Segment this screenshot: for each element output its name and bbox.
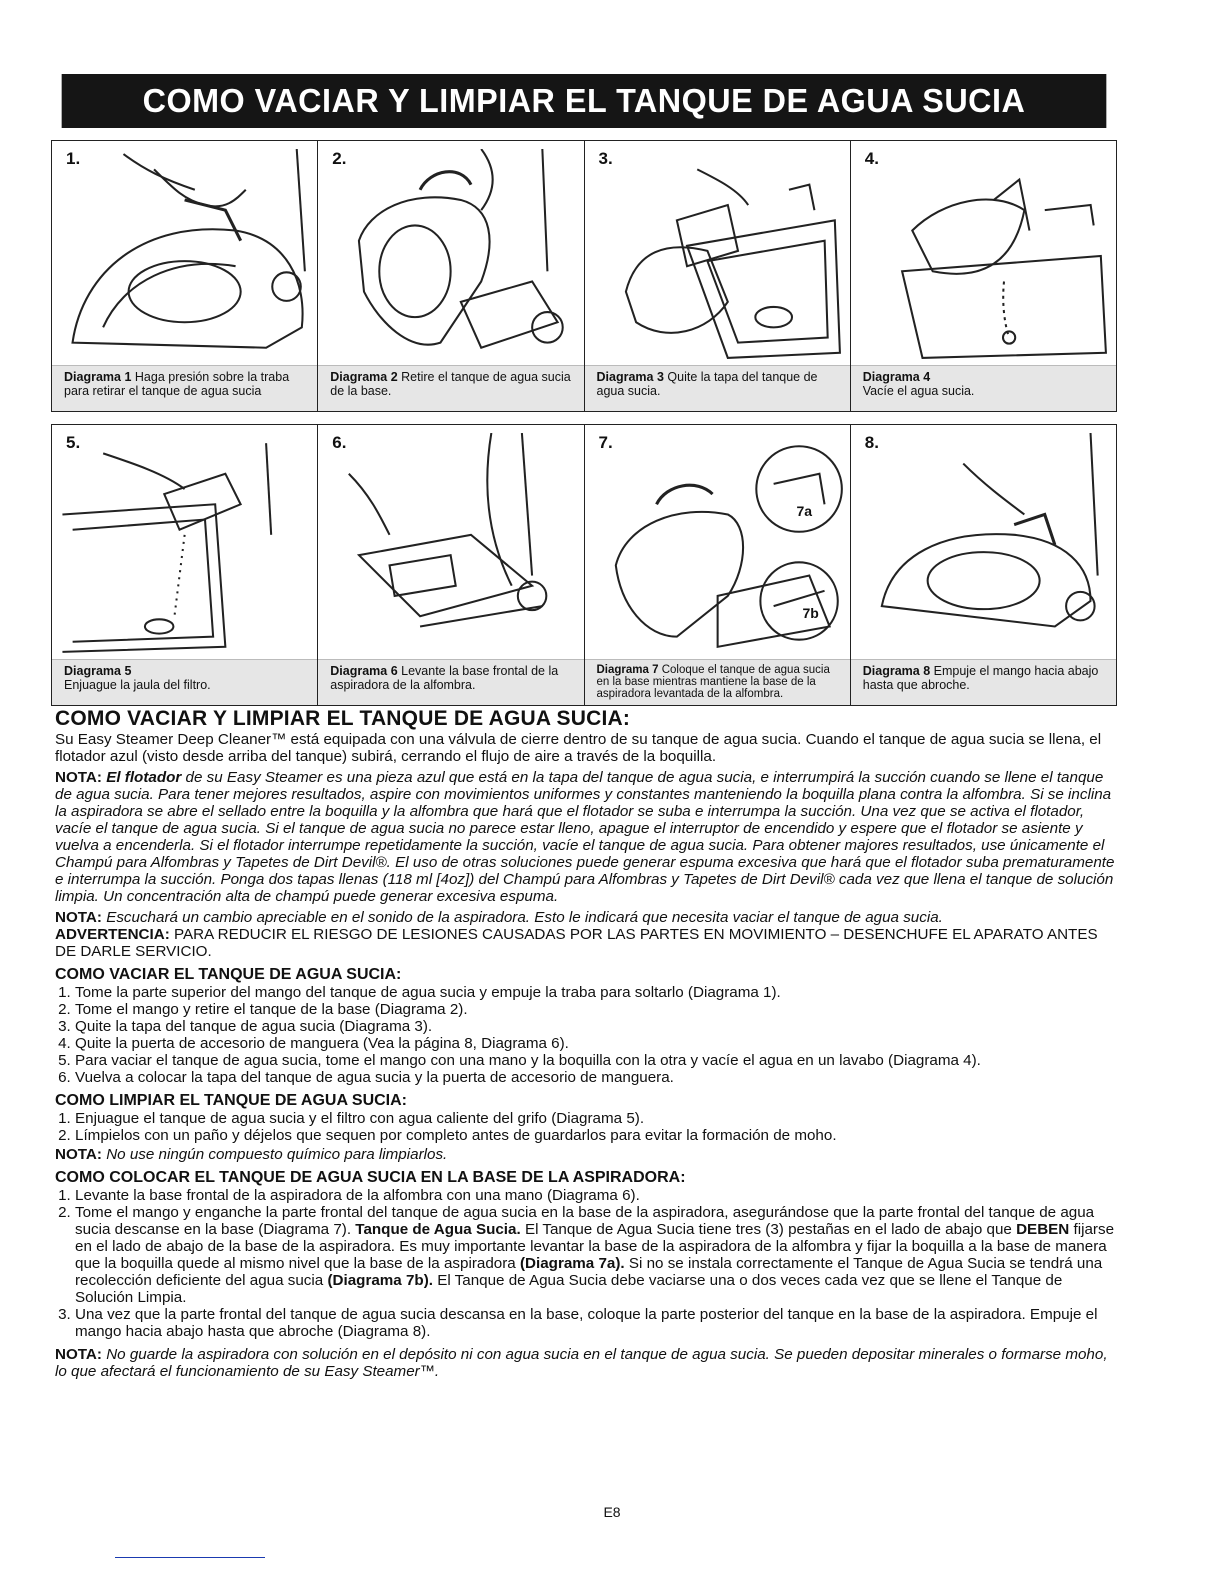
diagram-3-caption bbox=[585, 365, 850, 411]
nota-2 bbox=[55, 909, 1117, 926]
clean-step: 2. Límpielos con un paño y déjelos que sequen por completo antes de guardarlos para evitar la formación de moho. bbox=[75, 1127, 1117, 1144]
warning bbox=[55, 926, 1117, 960]
place-step-2 bbox=[75, 1204, 1117, 1306]
place-step-2-part: El Tanque de Agua Sucia debe vaciarse una o dos veces cada vez que se llene el Tanque de Solución Limpia. bbox=[75, 1272, 1063, 1306]
place-step-2-bold: DEBEN bbox=[1016, 1221, 1070, 1238]
place-step-2-bold: (Diagrama 7b). bbox=[327, 1272, 433, 1289]
empty-step: 5. Para vaciar el tanque de agua sucia, tome el mango con una mano y la boquilla con la otra y vacíe el agua en un lavabo (Diagrama 4). bbox=[75, 1052, 1117, 1069]
callout-7b: 7b bbox=[802, 605, 819, 621]
diagram-8-caption bbox=[851, 659, 1116, 705]
nota-3-label: NOTA: bbox=[55, 1146, 102, 1163]
clean-title: COMO LIMPIAR EL TANQUE DE AGUA SUCIA: bbox=[55, 1092, 407, 1109]
place-step-2-part: Tome el mango y enganche la parte frontal del tanque de agua sucia en la base de la aspiradora, asegurándose que la parte frontal del tanque de agua sucia descanse en la base (Diagrama 7). bbox=[75, 1204, 1095, 1238]
nota-1-bold: El flotador bbox=[106, 769, 182, 786]
diagram-8-label: Diagrama 8 bbox=[862, 664, 931, 678]
place-title: COMO COLOCAR EL TANQUE DE AGUA SUCIA EN LA BASE DE LA ASPIRADORA: bbox=[55, 1169, 686, 1186]
diagram-3 bbox=[585, 141, 851, 411]
diagram-7-illustration bbox=[591, 433, 844, 657]
nota-1 bbox=[55, 769, 1117, 905]
nota-3 bbox=[55, 1146, 1117, 1163]
footer-rule bbox=[115, 1557, 265, 1558]
diagram-3-text: Quite la tapa del tanque de agua sucia. bbox=[596, 370, 818, 398]
diagram-1 bbox=[52, 141, 318, 411]
diagram-5-caption bbox=[52, 659, 317, 705]
empty-step: 2. Tome el mango y retire el tanque de la base (Diagrama 2). bbox=[75, 1001, 1117, 1018]
diagram-7-caption bbox=[585, 659, 850, 705]
empty-step: 6. Vuelva a colocar la tapa del tanque de agua sucia y la puerta de accesorio de manguera. bbox=[75, 1069, 1117, 1086]
diagram-4-illustration bbox=[857, 149, 1110, 363]
diagram-8-text: Empuje el mango hacia abajo hasta que abroche. bbox=[862, 664, 1099, 692]
nota-1-label: NOTA: bbox=[55, 769, 102, 786]
diagram-2-illustration bbox=[324, 149, 577, 363]
nota-3-text: No use ningún compuesto químico para limpiarlos. bbox=[106, 1146, 448, 1163]
clean-steps bbox=[55, 1110, 1117, 1144]
empty-title: COMO VACIAR EL TANQUE DE AGUA SUCIA: bbox=[55, 966, 402, 983]
diagram-4-text: Vacíe el agua sucia. bbox=[862, 384, 975, 398]
place-step-3: 3. Una vez que la parte frontal del tanque de agua sucia descansa en la base, coloque la parte posterior del tanque en la base de la aspiradora. Empuje el mango hacia abajo hasta que abroche (Diagrama 8). bbox=[75, 1306, 1117, 1340]
nota-4-text: No guarde la aspiradora con solución en el depósito ni con agua sucia en el tanque de agua sucia. Se pueden depositar minerales o formarse moho, lo que afectará el funcionamiento de su Easy Steamer™. bbox=[55, 1346, 1108, 1380]
page-number: E8 bbox=[603, 1504, 621, 1520]
diagram-8-illustration bbox=[857, 433, 1110, 657]
place-step-2-bold: Tanque de Agua Sucia. bbox=[355, 1221, 521, 1238]
callout-7a: 7a bbox=[796, 503, 813, 519]
diagram-7-text: Coloque el tanque de agua sucia en la base mientras mantiene la base de la aspiradora levantada de la alfombra. bbox=[596, 664, 830, 700]
diagram-6 bbox=[318, 425, 584, 705]
diagram-row-1 bbox=[51, 140, 1117, 412]
diagram-1-number: 1. bbox=[66, 149, 81, 168]
nota-4 bbox=[55, 1346, 1117, 1380]
diagram-4-caption bbox=[851, 365, 1116, 411]
diagram-1-illustration bbox=[58, 149, 311, 363]
diagram-2-number: 2. bbox=[332, 149, 347, 168]
nota-4-label: NOTA: bbox=[55, 1346, 102, 1363]
place-step-1: 1. Levante la base frontal de la aspiradora de la alfombra con una mano (Diagrama 6). bbox=[75, 1187, 1117, 1204]
diagram-3-label: Diagrama 3 bbox=[596, 370, 664, 384]
diagram-4 bbox=[851, 141, 1116, 411]
diagram-3-illustration bbox=[591, 149, 844, 363]
empty-step: 3. Quite la tapa del tanque de agua sucia (Diagrama 3). bbox=[75, 1018, 1117, 1035]
diagram-1-caption bbox=[52, 365, 317, 411]
diagram-5 bbox=[52, 425, 318, 705]
diagram-2 bbox=[318, 141, 584, 411]
diagram-8 bbox=[851, 425, 1116, 705]
nota-2-text: Escuchará un cambio apreciable en el sonido de la aspiradora. Esto le indicará que necesita vaciar el tanque de agua sucia. bbox=[106, 909, 943, 926]
nota-2-label: NOTA: bbox=[55, 909, 102, 926]
diagram-6-caption bbox=[318, 659, 583, 705]
place-step-2-part: fijarse en el lado de abajo de la base de la aspiradora. Es muy importante levantar la base de la aspiradora de la alfombra y fijar la boquilla a la base de manera que la boquilla quede al mismo nivel que la base de la aspiradora bbox=[75, 1221, 1115, 1272]
diagram-1-label: Diagrama 1 bbox=[64, 370, 132, 384]
diagram-8-number: 8. bbox=[864, 433, 879, 452]
diagram-2-caption bbox=[318, 365, 583, 411]
page-banner: COMO VACIAR Y LIMPIAR EL TANQUE DE AGUA SUCIA bbox=[62, 74, 1107, 128]
diagram-5-text: Enjuague la jaula del filtro. bbox=[64, 678, 211, 692]
diagram-6-label: Diagrama 6 bbox=[330, 664, 398, 678]
place-step-2-part: El Tanque de Agua Sucia tiene tres (3) pestañas en el lado de abajo que bbox=[524, 1221, 1012, 1238]
place-steps bbox=[55, 1187, 1117, 1340]
diagram-6-illustration bbox=[324, 433, 577, 657]
diagram-6-text: Levante la base frontal de la aspiradora de la alfombra. bbox=[330, 664, 559, 692]
diagram-4-label: Diagrama 4 bbox=[862, 370, 931, 384]
diagram-3-number: 3. bbox=[598, 149, 613, 168]
diagram-7-label: Diagrama 7 bbox=[596, 664, 659, 676]
diagram-6-number: 6. bbox=[332, 433, 347, 452]
clean-step: 1. Enjuague el tanque de agua sucia y el filtro con agua caliente del grifo (Diagrama 5). bbox=[75, 1110, 1117, 1127]
diagram-5-number: 5. bbox=[66, 433, 81, 452]
intro-paragraph: Su Easy Steamer Deep Cleaner™ está equipada con una válvula de cierre dentro de su tanque de agua sucia. Cuando el tanque de agua sucia se llena, el flotador azul (visto desde arriba del tanque) subirá, cerrando el flujo de aire a través de la boquilla. bbox=[55, 731, 1102, 765]
empty-steps bbox=[55, 984, 1117, 1086]
diagram-2-label: Diagrama 2 bbox=[330, 370, 398, 384]
diagram-5-illustration bbox=[58, 433, 311, 657]
warning-text: PARA REDUCIR EL RIESGO DE LESIONES CAUSADAS POR LAS PARTES EN MOVIMIENTO – DESENCHUFE EL APARATO ANTES DE DARLE SERVICIO. bbox=[55, 926, 1098, 960]
diagram-4-number: 4. bbox=[864, 149, 879, 168]
place-step-2-part: Si no se instala correctamente el Tanque de Agua Sucia se tendrá una recolección deficiente del agua sucia bbox=[75, 1255, 1103, 1289]
section-title: COMO VACIAR Y LIMPIAR EL TANQUE DE AGUA SUCIA: bbox=[55, 707, 631, 730]
diagram-7 bbox=[585, 425, 851, 705]
instructions-body bbox=[55, 707, 1117, 1384]
place-step-2-bold: (Diagrama 7a). bbox=[519, 1255, 625, 1272]
diagram-7-number: 7. bbox=[598, 433, 613, 452]
empty-step: 4. Quite la puerta de accesorio de manguera (Vea la página 8, Diagrama 6). bbox=[75, 1035, 1117, 1052]
diagram-2-text: Retire el tanque de agua sucia de la base. bbox=[330, 370, 571, 398]
empty-step: 1. Tome la parte superior del mango del tanque de agua sucia y empuje la traba para soltarlo (Diagrama 1). bbox=[75, 984, 1117, 1001]
nota-1-text: de su Easy Steamer es una pieza azul que está en la tapa del tanque de agua sucia, e interrumpirá la succión cuando se llene el tanque de agua sucia. Para tener mejores resultados, aspire con movimientos uniformes y constantes manteniendo la boquilla plana contra la alfombra. Si se inclina la aspiradora se abre el sellado entre la boquilla y la alfombra que hará que el flotador se suba e interrumpa la succión. Una vez que se activa el flotador, vacíe el tanque de agua sucia. Si el tanque de agua sucia no parece estar lleno, apague el interruptor de encendido y espere que el flotador se asiente y vuelva a encenderla. Si el flotador interrumpe repetidamente la succión, vacíe el tanque de agua sucia. Para obtener majores resultados, use únicamente el Champú para Alfombras y Tapetes de Dirt Devil®. El uso de otras soluciones puede generar espuma excesiva que hará que el flotador suba prematuramente e interrumpa la succión. Ponga dos tapas llenas (118 ml [4oz]) del Champú para Alfombras y Tapetes de Dirt Devil® cada vez que llena el tanque de solución limpia. Un concentración alta de champú puede generar excesiva espuma. bbox=[55, 769, 1115, 905]
diagram-row-2 bbox=[51, 424, 1117, 706]
diagram-1-text: Haga presión sobre la traba para retirar el tanque de agua sucia bbox=[64, 370, 290, 398]
warning-label: ADVERTENCIA: bbox=[55, 926, 170, 943]
diagram-5-label: Diagrama 5 bbox=[64, 664, 132, 678]
